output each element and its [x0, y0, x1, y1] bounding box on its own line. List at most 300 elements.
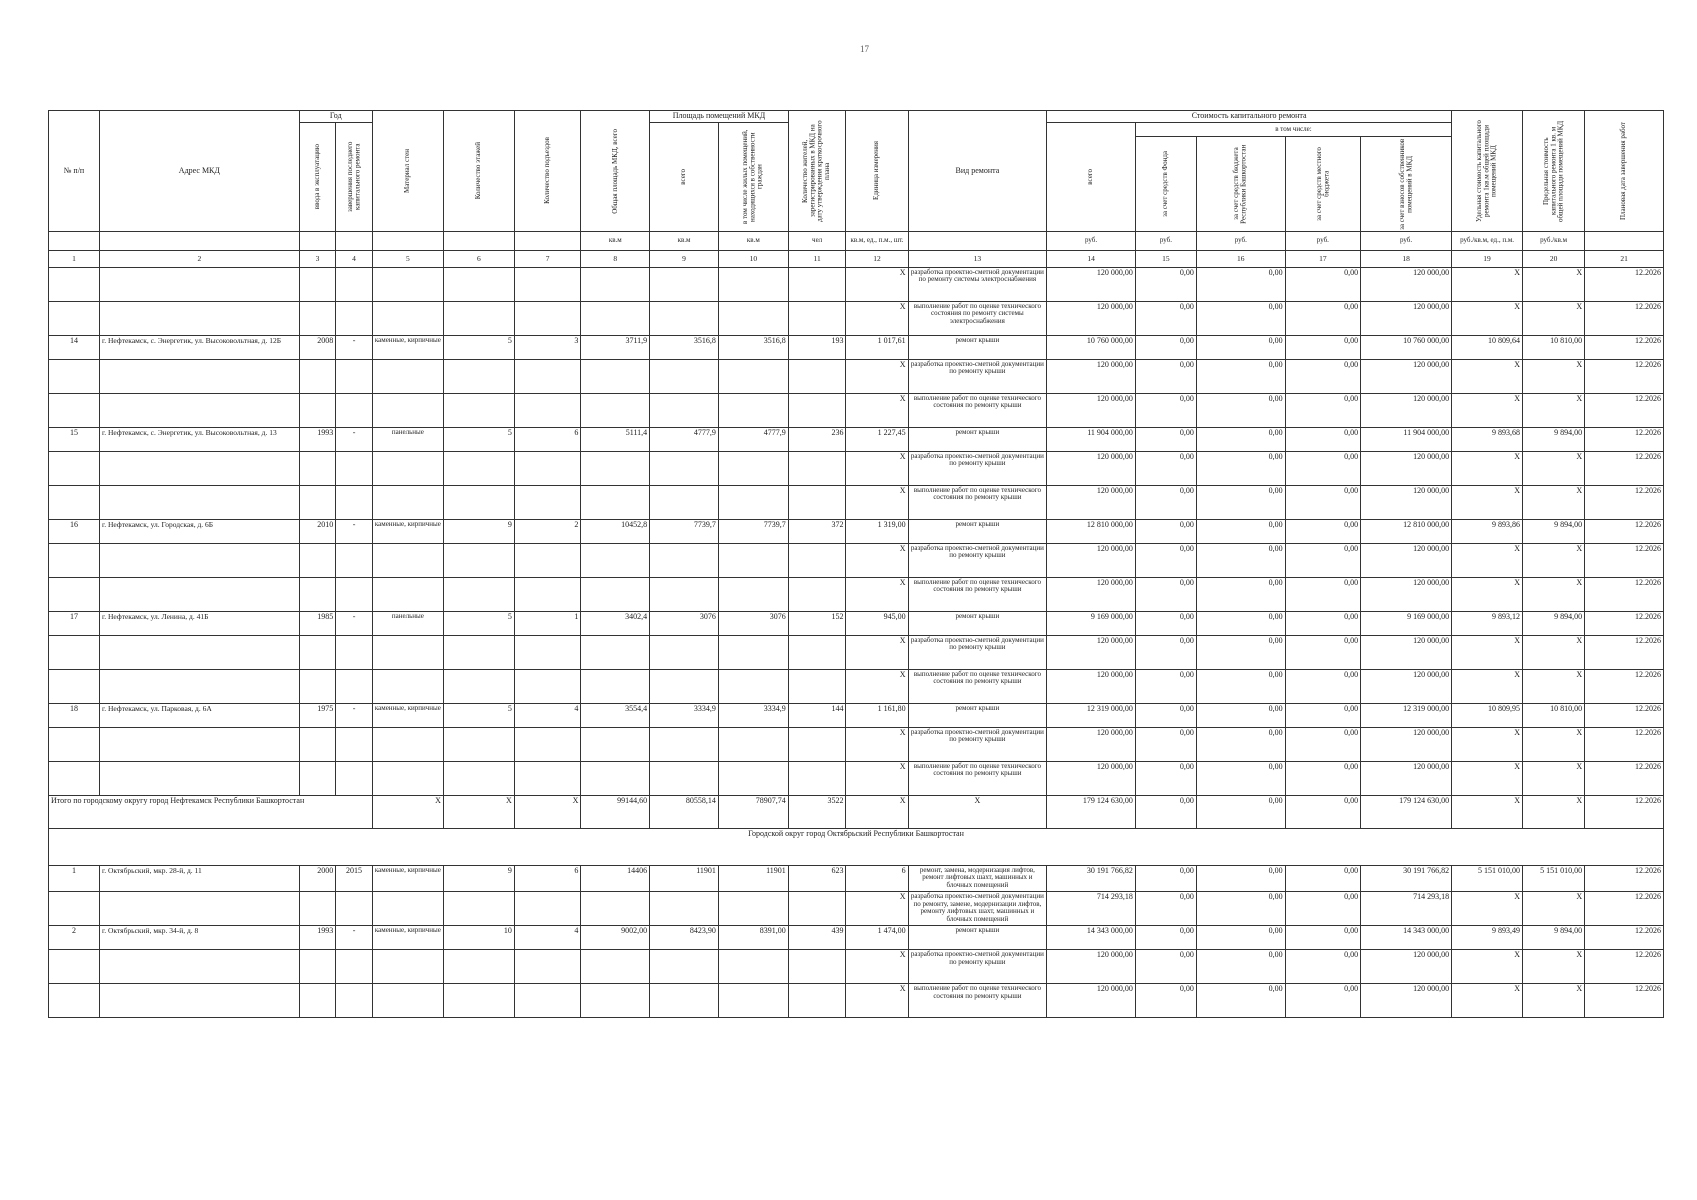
table-cell: X [1523, 669, 1585, 703]
table-cell: 120 000,00 [1047, 669, 1136, 703]
table-cell [718, 267, 788, 301]
table-cell: 0,00 [1196, 577, 1285, 611]
unit-cell [443, 231, 514, 250]
table-cell: 0,00 [1285, 359, 1360, 393]
col-number: 4 [336, 250, 373, 267]
table-cell: 0,00 [1135, 451, 1196, 485]
table-cell: 16 [49, 519, 100, 543]
sub-row [49, 577, 1664, 611]
table-cell [372, 301, 443, 335]
table-cell: 9 169 000,00 [1047, 611, 1136, 635]
table-cell [299, 543, 336, 577]
table-cell [299, 727, 336, 761]
work-type: разработка проектно-сметной документации по ремонту крыши [908, 949, 1047, 983]
table-cell: каменные, кирпичные [372, 925, 443, 949]
table-cell: X [846, 983, 908, 1017]
table-cell [49, 635, 100, 669]
table-cell: 0,00 [1285, 427, 1360, 451]
table-cell: X [1523, 727, 1585, 761]
table-cell: 0,00 [1196, 335, 1285, 359]
table-cell [372, 891, 443, 925]
table-row [49, 865, 1664, 891]
table-cell: X [846, 543, 908, 577]
table-cell: 2 [514, 519, 581, 543]
table-cell: 14 [49, 335, 100, 359]
table-cell: 12.2026 [1585, 485, 1664, 519]
table-cell [788, 727, 846, 761]
table-cell [788, 485, 846, 519]
table-cell: 623 [788, 865, 846, 891]
table-cell: X [1523, 267, 1585, 301]
table-cell: 9002,00 [581, 925, 650, 949]
table-cell [650, 949, 719, 983]
table-cell: X [1523, 543, 1585, 577]
table-cell [443, 451, 514, 485]
col-number: 15 [1135, 250, 1196, 267]
table-cell [788, 359, 846, 393]
table-cell [650, 451, 719, 485]
table-cell: 12.2026 [1585, 451, 1664, 485]
table-cell: 120 000,00 [1047, 983, 1136, 1017]
table-cell [581, 761, 650, 795]
unit-cell: кв.м [718, 231, 788, 250]
unit-cell: руб./кв.м, ед., п.м. [1452, 231, 1523, 250]
table-cell: 1993 [299, 925, 336, 949]
col-header-10: в том числе жилых помещений, находящихся в собственности граждан [718, 122, 788, 231]
table-cell [581, 577, 650, 611]
table-cell [718, 451, 788, 485]
table-cell: г. Нефтекамск, с. Энергетик, ул. Высоковольтная, д. 13 [100, 427, 300, 451]
table-cell: 9 894,00 [1523, 519, 1585, 543]
table-cell [372, 949, 443, 983]
table-cell: X [514, 795, 581, 828]
table-cell: 10 810,00 [1523, 703, 1585, 727]
table-cell [581, 983, 650, 1017]
table-cell: 9 [443, 865, 514, 891]
unit-cell: кв.м [581, 231, 650, 250]
table-cell: каменные, кирпичные [372, 519, 443, 543]
table-cell: г. Нефтекамск, ул. Ленина, д. 41Б [100, 611, 300, 635]
table-cell: 0,00 [1285, 577, 1360, 611]
table-cell [581, 301, 650, 335]
table-cell: 10 810,00 [1523, 335, 1585, 359]
col-header-12: Единица измерения [846, 111, 908, 232]
table-cell [581, 359, 650, 393]
table-cell: 5 [443, 335, 514, 359]
sub-row [49, 635, 1664, 669]
table-cell [372, 761, 443, 795]
table-cell [581, 635, 650, 669]
table-body [49, 267, 1664, 1017]
table-cell: 120 000,00 [1047, 761, 1136, 795]
table-cell: 12.2026 [1585, 925, 1664, 949]
table-cell: X [1452, 983, 1523, 1017]
table-cell: 0,00 [1285, 267, 1360, 301]
table-cell: 120 000,00 [1047, 451, 1136, 485]
table-cell: 12.2026 [1585, 335, 1664, 359]
table-cell [581, 949, 650, 983]
sub-row [49, 485, 1664, 519]
table-cell: 5 [443, 427, 514, 451]
table-cell: 120 000,00 [1361, 635, 1452, 669]
table-cell: 0,00 [1196, 949, 1285, 983]
table-cell: 14406 [581, 865, 650, 891]
table-cell: 7739,7 [718, 519, 788, 543]
table-cell: 3 [514, 335, 581, 359]
table-cell: 12.2026 [1585, 727, 1664, 761]
table-cell: 0,00 [1196, 393, 1285, 427]
table-cell [443, 393, 514, 427]
table-cell: г. Нефтекамск, с. Энергетик, ул. Высоковольтная, д. 12Б [100, 335, 300, 359]
table-cell: X [1452, 669, 1523, 703]
table-cell: 0,00 [1135, 669, 1196, 703]
table-cell: X [1523, 949, 1585, 983]
table-cell: X [1452, 451, 1523, 485]
col-number: 3 [299, 250, 336, 267]
table-cell: 0,00 [1196, 635, 1285, 669]
table-cell [299, 577, 336, 611]
table-cell: 12.2026 [1585, 891, 1664, 925]
sub-row [49, 393, 1664, 427]
table-cell: 5 [443, 703, 514, 727]
table-cell [49, 761, 100, 795]
table-cell: 2010 [299, 519, 336, 543]
table-cell: 0,00 [1135, 359, 1196, 393]
table-cell: 1985 [299, 611, 336, 635]
table-cell: 0,00 [1285, 669, 1360, 703]
table-cell [299, 761, 336, 795]
table-cell: 3554,4 [581, 703, 650, 727]
repair-plan-table [48, 110, 1664, 1018]
table-cell [336, 983, 373, 1017]
table-cell: 0,00 [1285, 703, 1360, 727]
sub-row [49, 359, 1664, 393]
table-cell: 12 319 000,00 [1047, 703, 1136, 727]
table-cell [650, 577, 719, 611]
table-cell: - [336, 611, 373, 635]
table-row [49, 925, 1664, 949]
table-cell [49, 949, 100, 983]
table-cell: 0,00 [1196, 703, 1285, 727]
table-cell: X [1452, 761, 1523, 795]
table-cell: 120 000,00 [1361, 669, 1452, 703]
table-cell [650, 669, 719, 703]
table-cell: 9 893,86 [1452, 519, 1523, 543]
table-cell [788, 949, 846, 983]
col-header-21: Плановая дата завершения работ [1585, 111, 1664, 232]
work-type: разработка проектно-сметной документации по ремонту крыши [908, 727, 1047, 761]
table-cell: 10452,8 [581, 519, 650, 543]
col-number: 8 [581, 250, 650, 267]
table-cell: X [1523, 393, 1585, 427]
table-cell: 236 [788, 427, 846, 451]
table-cell: X [846, 485, 908, 519]
col-header-5: Материал стен [372, 111, 443, 232]
table-cell [336, 727, 373, 761]
table-cell: 8423,90 [650, 925, 719, 949]
table-cell: X [1452, 485, 1523, 519]
table-cell: 120 000,00 [1361, 761, 1452, 795]
sub-row [49, 891, 1664, 925]
table-cell [336, 543, 373, 577]
total-row [49, 795, 1664, 828]
table-cell: 120 000,00 [1361, 267, 1452, 301]
table-cell: X [846, 393, 908, 427]
sub-row [49, 761, 1664, 795]
col-header-2: Адрес МКД [100, 111, 300, 232]
table-cell: 1 017,61 [846, 335, 908, 359]
table-cell: 120 000,00 [1047, 301, 1136, 335]
table-cell: 9 894,00 [1523, 611, 1585, 635]
table-cell: 0,00 [1135, 891, 1196, 925]
table-cell: 372 [788, 519, 846, 543]
sub-row [49, 727, 1664, 761]
table-cell: 0,00 [1196, 301, 1285, 335]
table-cell [718, 949, 788, 983]
table-cell [581, 267, 650, 301]
table-cell: 5 151 010,00 [1452, 865, 1523, 891]
table-cell [718, 669, 788, 703]
col-group-cost: Стоимость капитального ремонта [1047, 111, 1452, 123]
table-cell: 0,00 [1135, 393, 1196, 427]
table-cell: 0,00 [1135, 335, 1196, 359]
table-cell [336, 393, 373, 427]
work-type: разработка проектно-сметной документации по ремонту системы электроснабжения [908, 267, 1047, 301]
table-cell: 9 169 000,00 [1361, 611, 1452, 635]
table-cell: каменные, кирпичные [372, 865, 443, 891]
work-type: ремонт крыши [908, 519, 1047, 543]
col-header-8: Общая площадь МКД, всего [581, 111, 650, 232]
table-cell: 78907,74 [718, 795, 788, 828]
table-row [49, 335, 1664, 359]
col-group-year: Год [299, 111, 372, 123]
table-cell [514, 635, 581, 669]
table-cell: 99144,60 [581, 795, 650, 828]
work-type: выполнение работ по оценке технического состояния по ремонту системы электроснабжения [908, 301, 1047, 335]
col-number: 2 [100, 250, 300, 267]
unit-cell [514, 231, 581, 250]
table-cell [100, 761, 300, 795]
table-cell: 1993 [299, 427, 336, 451]
table-cell: X [1523, 577, 1585, 611]
table-cell: 120 000,00 [1047, 635, 1136, 669]
table-cell: 3334,9 [718, 703, 788, 727]
table-cell [49, 485, 100, 519]
col-number: 14 [1047, 250, 1136, 267]
col-header-15: за счет средств Фонда [1135, 136, 1196, 231]
table-cell: 3711,9 [581, 335, 650, 359]
table-cell: 12.2026 [1585, 427, 1664, 451]
table-cell: 0,00 [1196, 761, 1285, 795]
table-cell [336, 485, 373, 519]
unit-cell [372, 231, 443, 250]
table-cell: 0,00 [1285, 519, 1360, 543]
table-cell: 10 809,64 [1452, 335, 1523, 359]
table-cell: 11901 [650, 865, 719, 891]
table-cell [718, 577, 788, 611]
table-cell [100, 983, 300, 1017]
col-header-20: Предельная стоимость капитального ремонта 1 кв. м общей площади помещений МКД [1523, 111, 1585, 232]
table-cell: 0,00 [1285, 485, 1360, 519]
table-cell: г. Октябрьский, мкр. 34-й, д. 8 [100, 925, 300, 949]
unit-cell [1585, 231, 1664, 250]
table-cell: 12.2026 [1585, 543, 1664, 577]
table-cell: 0,00 [1196, 795, 1285, 828]
table-cell [650, 485, 719, 519]
table-cell [49, 393, 100, 427]
table-cell: 17 [49, 611, 100, 635]
col-header-11: Количество жителей, зарегистрированных в МКД на дату утверждения краткосрочного плана [788, 111, 846, 232]
work-type: выполнение работ по оценке технического состояния по ремонту крыши [908, 577, 1047, 611]
table-cell [336, 669, 373, 703]
table-cell: 12.2026 [1585, 635, 1664, 669]
table-cell [372, 635, 443, 669]
table-cell: 1 227,45 [846, 427, 908, 451]
table-cell [443, 577, 514, 611]
table-cell: панельные [372, 611, 443, 635]
table-cell [650, 983, 719, 1017]
table-cell [299, 267, 336, 301]
table-row [49, 519, 1664, 543]
table-cell: 10 760 000,00 [1361, 335, 1452, 359]
table-cell [443, 543, 514, 577]
table-cell: 9 894,00 [1523, 925, 1585, 949]
table-cell: 0,00 [1285, 611, 1360, 635]
unit-cell: чел [788, 231, 846, 250]
section-row [49, 828, 1664, 865]
work-type: выполнение работ по оценке технического состояния по ремонту крыши [908, 983, 1047, 1017]
table-cell: X [1523, 359, 1585, 393]
table-cell [514, 267, 581, 301]
table-cell: 0,00 [1135, 611, 1196, 635]
table-cell: 12 810 000,00 [1047, 519, 1136, 543]
table-cell: 120 000,00 [1361, 485, 1452, 519]
table-cell: 12 319 000,00 [1361, 703, 1452, 727]
work-type: ремонт крыши [908, 703, 1047, 727]
table-cell: 9 [443, 519, 514, 543]
table-cell [581, 669, 650, 703]
table-cell: X [1452, 301, 1523, 335]
table-cell: 0,00 [1285, 335, 1360, 359]
table-cell: 2 [49, 925, 100, 949]
table-row [49, 611, 1664, 635]
table-cell: X [1452, 795, 1523, 828]
section-title: Городской округ город Октябрьский Республики Башкортостан [49, 828, 1664, 865]
table-cell: 18 [49, 703, 100, 727]
work-type: ремонт крыши [908, 611, 1047, 635]
table-cell [49, 669, 100, 703]
table-cell: X [1523, 451, 1585, 485]
table-cell: X [846, 359, 908, 393]
table-cell [100, 543, 300, 577]
table-cell [336, 359, 373, 393]
table-cell: X [1452, 267, 1523, 301]
table-cell [49, 359, 100, 393]
sub-row [49, 543, 1664, 577]
table-cell: 12.2026 [1585, 865, 1664, 891]
table-cell [443, 891, 514, 925]
table-cell: 14 343 000,00 [1361, 925, 1452, 949]
table-cell: 12.2026 [1585, 359, 1664, 393]
unit-cell [299, 231, 336, 250]
table-cell: 10 [443, 925, 514, 949]
table-cell [49, 543, 100, 577]
table-cell: 120 000,00 [1047, 267, 1136, 301]
table-cell: 5 151 010,00 [1523, 865, 1585, 891]
table-cell: 0,00 [1285, 949, 1360, 983]
table-cell: 2015 [336, 865, 373, 891]
sub-row [49, 301, 1664, 335]
table-cell [650, 543, 719, 577]
work-type: выполнение работ по оценке технического состояния по ремонту крыши [908, 761, 1047, 795]
table-cell [443, 669, 514, 703]
sub-row [49, 983, 1664, 1017]
table-cell: X [1452, 577, 1523, 611]
table-cell: 7739,7 [650, 519, 719, 543]
unit-cell [336, 231, 373, 250]
table-cell [372, 267, 443, 301]
table-cell [372, 543, 443, 577]
table-cell [788, 577, 846, 611]
table-cell [299, 359, 336, 393]
table-cell: - [336, 335, 373, 359]
table-cell [650, 301, 719, 335]
table-cell: 30 191 766,82 [1047, 865, 1136, 891]
table-cell [443, 485, 514, 519]
table-cell: X [1523, 485, 1585, 519]
table-cell: 10 809,95 [1452, 703, 1523, 727]
table-cell: 0,00 [1135, 267, 1196, 301]
table-cell: 0,00 [1135, 427, 1196, 451]
table-cell [718, 359, 788, 393]
table-cell [49, 267, 100, 301]
table-cell: 12.2026 [1585, 301, 1664, 335]
table-cell [443, 727, 514, 761]
table-cell [372, 577, 443, 611]
col-group-cost-sub: в том числе: [1135, 122, 1451, 136]
table-cell: 152 [788, 611, 846, 635]
sub-row [49, 267, 1664, 301]
col-header-3: ввода в эксплуатацию [299, 122, 336, 231]
table-cell [100, 891, 300, 925]
table-cell: 1 161,80 [846, 703, 908, 727]
table-cell: 3522 [788, 795, 846, 828]
table-cell [718, 983, 788, 1017]
table-cell: X [372, 795, 443, 828]
table-cell [100, 267, 300, 301]
col-header-13: Вид ремонта [908, 111, 1047, 232]
table-cell: 120 000,00 [1047, 359, 1136, 393]
table-cell: 0,00 [1196, 427, 1285, 451]
table-cell: 2008 [299, 335, 336, 359]
table-cell [788, 761, 846, 795]
table-cell [49, 301, 100, 335]
table-cell [443, 949, 514, 983]
table-cell: 0,00 [1196, 543, 1285, 577]
table-cell: 193 [788, 335, 846, 359]
unit-cell: руб. [1047, 231, 1136, 250]
table-cell: 4777,9 [718, 427, 788, 451]
table-cell [514, 451, 581, 485]
table-cell: 9 894,00 [1523, 427, 1585, 451]
table-cell [718, 891, 788, 925]
table-cell [514, 727, 581, 761]
table-cell [788, 267, 846, 301]
col-header-17: за счет средств местного бюджета [1285, 136, 1360, 231]
sub-row [49, 451, 1664, 485]
table-cell: 0,00 [1196, 727, 1285, 761]
table-cell [788, 451, 846, 485]
